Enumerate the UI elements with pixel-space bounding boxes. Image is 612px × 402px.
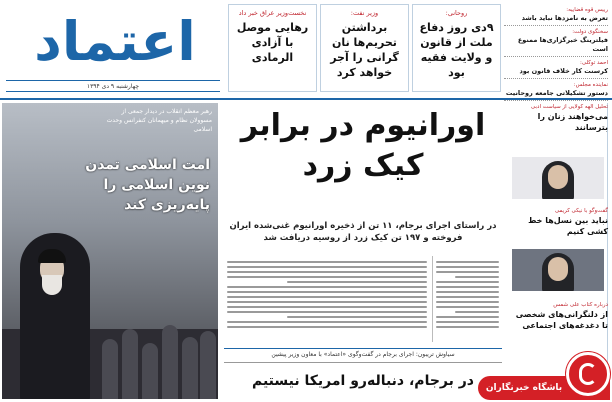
lead-photo[interactable] — [2, 103, 218, 399]
teaser-kicker: نخست‌وزیر عراق خبر داد — [238, 9, 307, 17]
dateline: چهارشنبه ۹ دی ۱۳۹۴ — [6, 80, 220, 92]
yjc-badge[interactable]: باشگاه خبرنگاران — [478, 376, 610, 400]
masthead — [0, 0, 226, 100]
side-title: از دلنگرانی‌های شخصی تا دغدغه‌های اجتماعی — [515, 310, 608, 330]
article-column-right — [432, 256, 502, 342]
brief-kicker: احمد توکلی: — [580, 60, 608, 66]
interview-strip: سیاوش تریبون: اجرای برجام در گفت‌وگوی «اعتماد» با معاون وزیر پیشین — [224, 348, 502, 360]
brief-title: تعرض به نامزدها نباید باشد — [521, 14, 608, 22]
teaser-box-2[interactable] — [320, 4, 409, 92]
brief-item[interactable] — [504, 57, 608, 79]
brief-item[interactable] — [504, 4, 608, 26]
brief-kicker: نماینده مجلس: — [573, 82, 608, 88]
teaser-kicker: وزیر نفت: — [350, 9, 379, 17]
teaser-box-1[interactable] — [228, 4, 317, 92]
face-shape — [548, 165, 568, 189]
teaser-title: برداشتن تحریم‌ها نان گرانی را آجر خواهد کرد — [330, 21, 399, 79]
brief-title: فیلترینگ خبرگزاری‌ها ممنوع است — [517, 36, 608, 53]
yjc-logo-icon[interactable] — [566, 352, 610, 396]
brief-item[interactable] — [504, 26, 608, 57]
side-kicker: تحلیل الهه کولایی از سیاست ادبی — [530, 104, 608, 110]
photo-headline: امت اسلامی تمدن نوین اسلامی را پایه‌ریزی کند — [85, 157, 210, 213]
teaser-title: ۹دی روز دفاع ملت از قانون و ولایت فقیه بود — [419, 21, 494, 79]
side-title: می‌خواهند زنان را بترسانند — [537, 112, 608, 132]
newspaper-logo: اعتماد — [34, 10, 196, 73]
side-story-3[interactable] — [508, 301, 608, 331]
teaser-title: رهایی موصل با آزادی الرمادی — [236, 21, 309, 64]
face-shape — [548, 257, 568, 281]
brief-title: کرسنت کار خلاف قانون بود — [519, 67, 608, 75]
speaker-beard — [42, 275, 62, 295]
news-briefs — [504, 4, 608, 96]
masthead-divider — [0, 98, 612, 100]
main-subhead: در راستای اجرای برجام، ۱۱ تن از ذخیره اورانیوم غنی‌شده ایران فروخته و ۱۹۷ تن کیک زرد از روسیه دریافت شد — [229, 221, 497, 243]
photo-caption: رهبر معظم انقلاب در دیدار جمعی از مسوولان نظام و میهمانان کنفرانس وحدت اسلامی — [106, 108, 212, 133]
side-photo-2 — [512, 249, 604, 291]
speaker-turban — [38, 249, 66, 263]
bottom-headline[interactable]: در برجام، دنباله‌رو امریکا نیستیم — [224, 362, 502, 398]
main-headline[interactable]: اورانیوم در برابر کیک زرد — [240, 108, 486, 183]
brief-kicker: رییس قوه قضاییه: — [566, 7, 608, 13]
brief-title: دستور تشکیلاتی جامعه روحانیت — [505, 89, 608, 97]
side-kicker: گفت‌وگو با نیکی کریمی — [554, 208, 608, 214]
article-column-left — [224, 256, 430, 342]
side-story-2[interactable] — [508, 207, 608, 237]
brief-kicker: سخنگوی دولت: — [572, 29, 608, 35]
article-body — [224, 256, 502, 342]
side-title: نباید بین نسل‌ها خط کشی کنیم — [528, 216, 608, 236]
side-story-1[interactable] — [508, 103, 608, 133]
teaser-kicker: روحانی: — [445, 9, 468, 17]
teaser-box-3[interactable] — [412, 4, 501, 92]
side-kicker: درباره کتاب علی شمس — [553, 302, 608, 308]
side-photo-1 — [512, 157, 604, 199]
